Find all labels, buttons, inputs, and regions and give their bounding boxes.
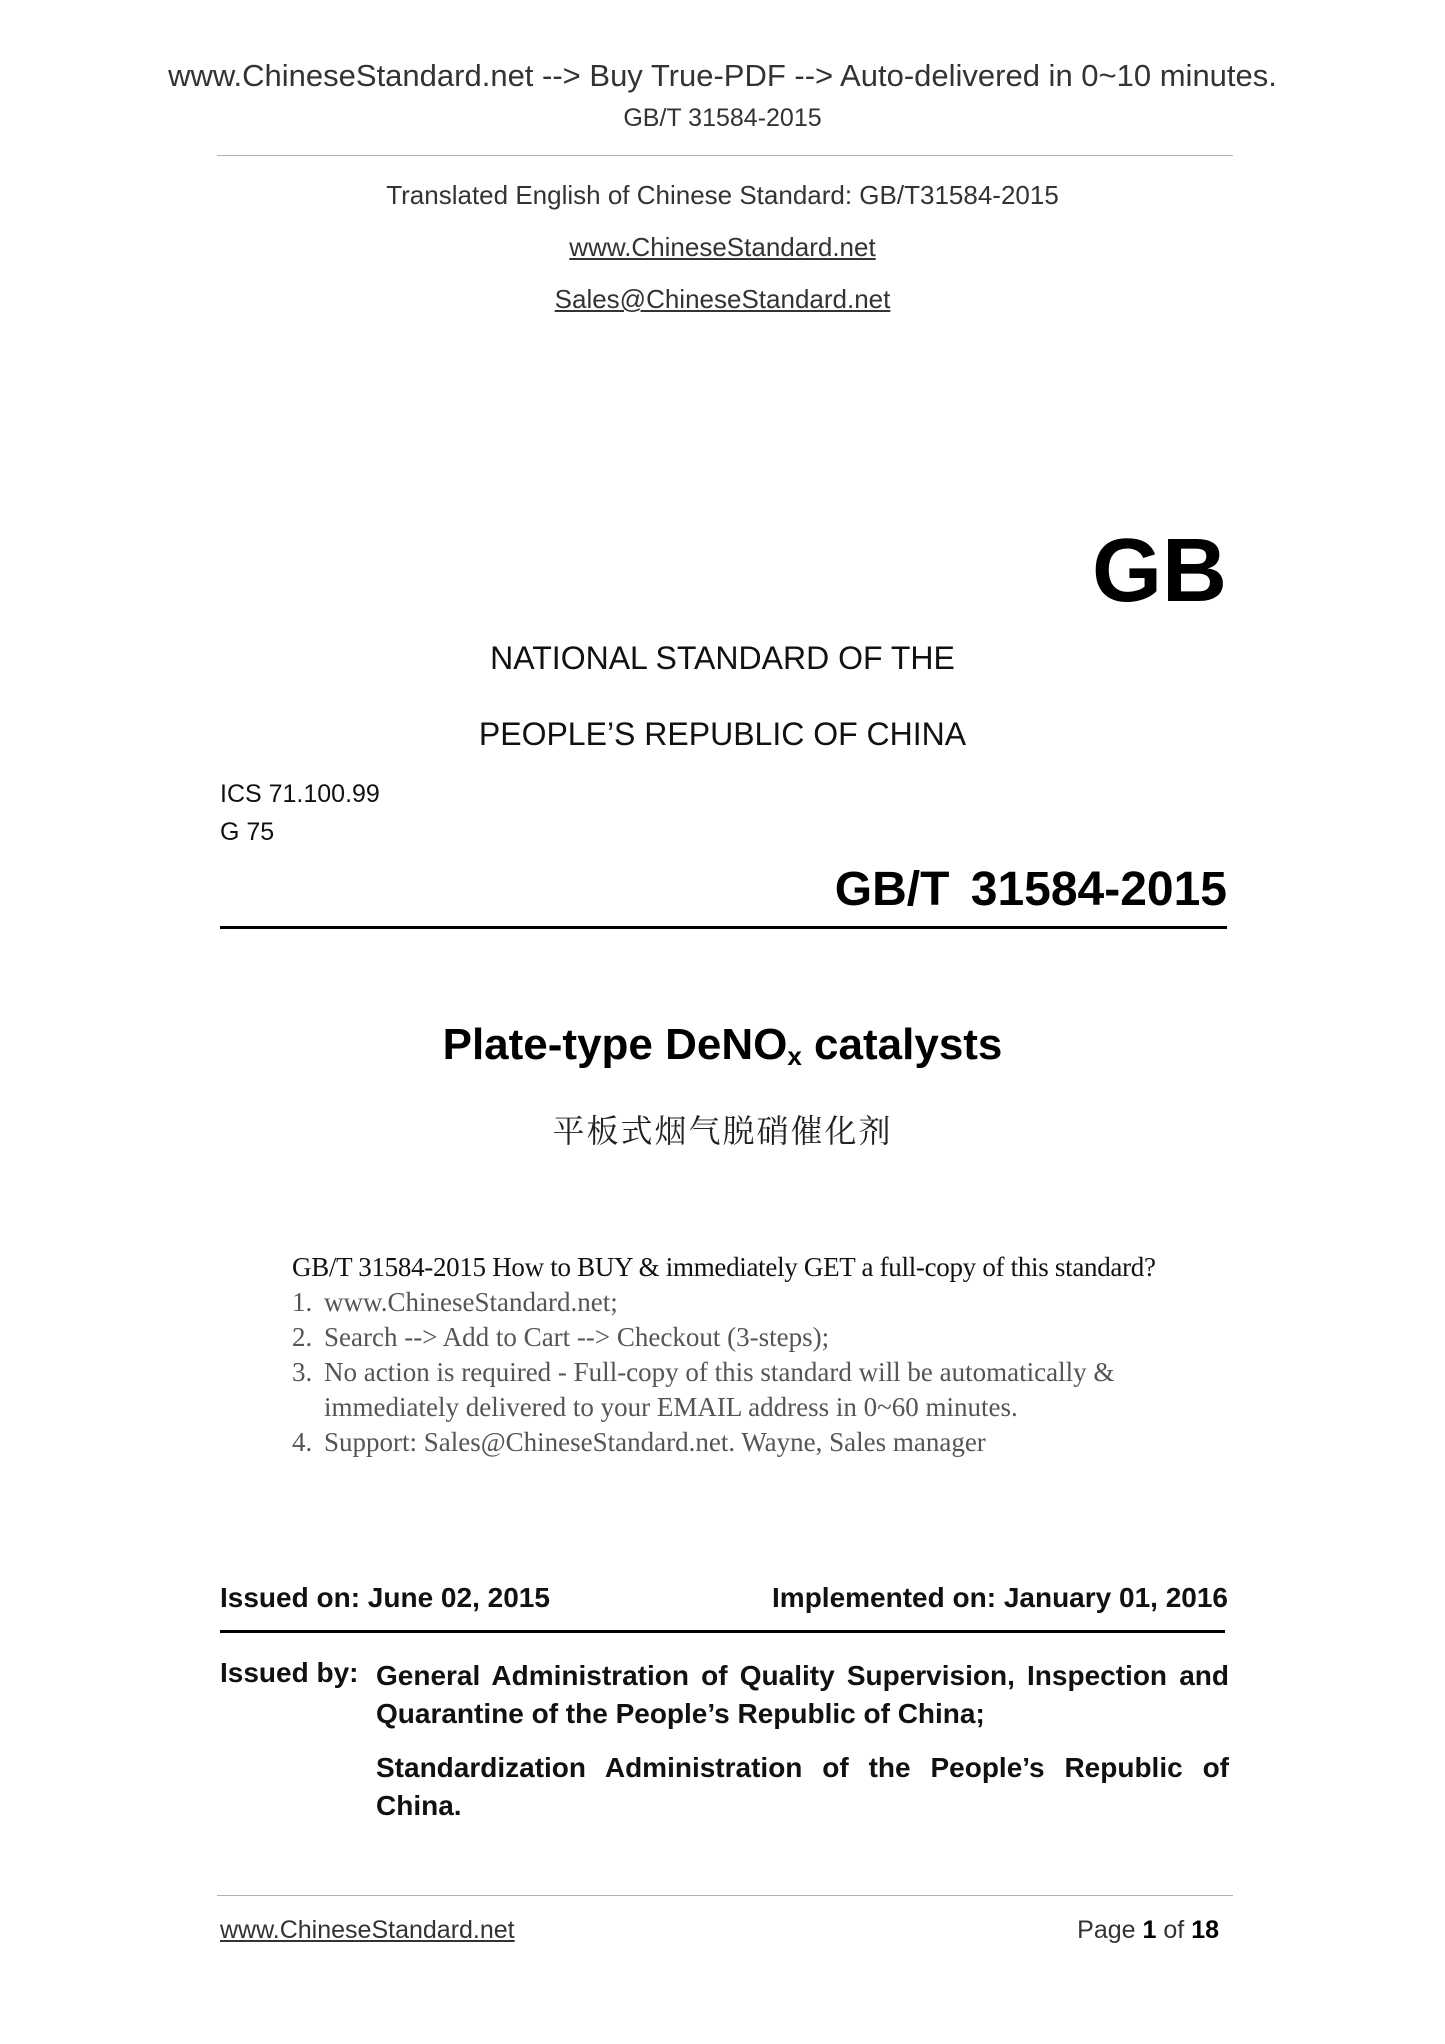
- purchase-step: [292, 1285, 1232, 1320]
- purchase-step: [292, 1425, 1232, 1460]
- page-total: 18: [1191, 1916, 1219, 1944]
- title-main: Plate-type DeNO: [442, 1020, 788, 1069]
- footer-website-link[interactable]: www.ChineseStandard.net: [220, 1916, 515, 1944]
- dates-divider: [220, 1630, 1225, 1633]
- page-indicator: [1077, 1916, 1219, 1945]
- top-banner: www.ChineseStandard.net --> Buy True-PDF --> Auto-delivered in 0~10 minutes.: [168, 58, 1277, 93]
- title-tail: catalysts: [801, 1020, 1003, 1069]
- ics-code: ICS 71.100.99: [220, 780, 380, 808]
- website-link-wrapper: [0, 232, 1445, 263]
- purchase-step: [292, 1355, 1232, 1425]
- email-link-wrapper: [0, 284, 1445, 315]
- translated-line: Translated English of Chinese Standard: GB/T31584-2015: [386, 180, 1059, 210]
- purchase-heading: GB/T 31584-2015 How to BUY & immediately GET a full-copy of this standard?: [292, 1252, 1156, 1282]
- prc-line: PEOPLE’S REPUBLIC OF CHINA: [478, 716, 967, 752]
- classification-code: G 75: [220, 818, 275, 846]
- step-number: 1.: [292, 1287, 313, 1317]
- header-standard-code: GB/T 31584-2015: [623, 104, 822, 132]
- document-title-cn: 平板式烟气脱硝催化剂: [552, 1113, 893, 1149]
- page-of: of: [1163, 1916, 1185, 1944]
- footer-divider: [217, 1895, 1233, 1896]
- step-text: Search --> Add to Cart --> Checkout (3-steps);: [324, 1322, 830, 1352]
- title-subscript: x: [787, 1041, 802, 1071]
- email-link[interactable]: Sales@ChineseStandard.net: [554, 284, 891, 314]
- header-divider: [217, 155, 1233, 156]
- page-label: Page: [1077, 1916, 1136, 1944]
- standard-number: GB/T 31584-2015: [834, 863, 1227, 916]
- implemented-date: Implemented on: January 01, 2016: [772, 1582, 1228, 1613]
- purchase-step: [292, 1320, 1232, 1355]
- gb-mark: GB: [1092, 521, 1227, 621]
- national-standard-line: NATIONAL STANDARD OF THE: [490, 640, 955, 676]
- purchase-instructions: [292, 1250, 1232, 1460]
- step-number: 2.: [292, 1322, 313, 1352]
- step-number: 3.: [292, 1357, 313, 1387]
- issued-by-label: Issued by:: [220, 1657, 359, 1688]
- document-title-en: [0, 1020, 1445, 1070]
- page-current: 1: [1142, 1916, 1157, 1944]
- issuer-sac: Standardization Administration of the People’s Republic of China.: [376, 1752, 1229, 1821]
- website-link[interactable]: www.ChineseStandard.net: [569, 232, 876, 262]
- step-number: 4.: [292, 1427, 313, 1457]
- issuer-gaqsiq: General Administration of Quality Supervision, Inspection and Quarantine of the People’s Republic of China;: [376, 1660, 1229, 1729]
- step-text: Support: Sales@ChineseStandard.net. Wayne, Sales manager: [324, 1427, 986, 1457]
- issued-date: Issued on: June 02, 2015: [220, 1582, 550, 1613]
- step-text: www.ChineseStandard.net;: [324, 1287, 618, 1317]
- title-divider: [220, 926, 1227, 929]
- step-text: No action is required - Full-copy of this standard will be automatically & immediately delivered to your EMAIL address in 0~60 minutes.: [324, 1357, 1115, 1422]
